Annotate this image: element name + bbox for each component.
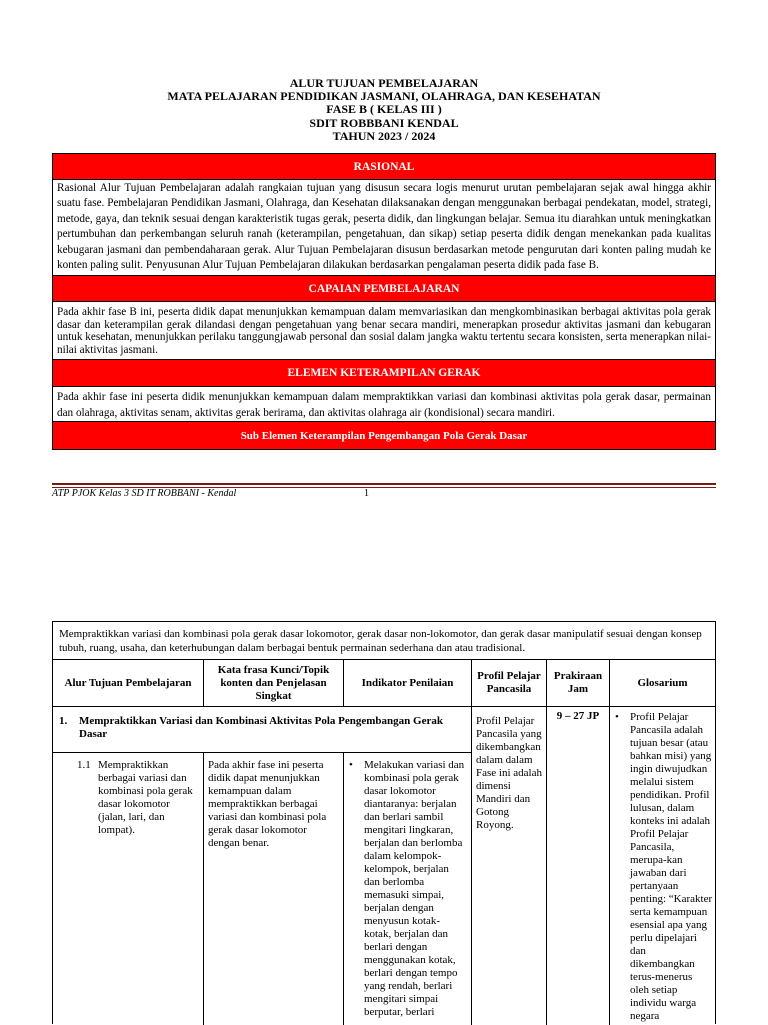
title-line-5: TAHUN 2023 / 2024 bbox=[332, 128, 436, 143]
header-jam: Prakiraan Jam bbox=[553, 670, 603, 695]
header-indikator: Indikator Penilaian bbox=[361, 676, 454, 689]
title-line-2: MATA PELAJARAN PENDIDIKAN JASMANI, OLAHRAGA, DAN KESEHATAN bbox=[167, 89, 601, 104]
sub-elemen-heading: Sub Elemen Keterampilan Pengembangan Pola Gerak Dasar bbox=[53, 422, 715, 449]
bullet-icon: • bbox=[615, 711, 619, 723]
row1-title: Mempraktikkan Variasi dan Kombinasi Aktivitas Pola Pengembangan Gerak Dasar bbox=[79, 715, 443, 740]
header-atp: Alur Tujuan Pembelajaran bbox=[64, 676, 192, 689]
capaian-heading: CAPAIAN PEMBELAJARAN bbox=[53, 276, 715, 302]
row1-glosarium: Profil Pelajar Pancasila adalah tujuan besar (atau bahkan misi) yang ingin diwujudkan melalui sistem pendidikan. Profil lulusan, dalam konteks ini adalah Profil Pelajar Pancasila, merupa-kan jawaban dari pertanyaan penting: “Karakter serta kemampuan esensial apa yang perlu dipelajari dan dikembangkan terus-menerus oleh setiap individu warga negara bbox=[630, 711, 713, 1022]
row11-indikator: Melakukan variasi dan kombinasi pola gerak dasar lokomotor diantaranya: berjalan dan berlari sambil mengitari lingkaran, berjalan dan berlomba dalam kelompok-kelompok, berjalan dan berlomba memasuki simpai, berjalan dengan menyusun kotak-kotak, berjalan dan berlari dengan menggunakan kotak, berlari dengan tempo yang rendah, berlari mengitari simpai berputar, berlari bbox=[364, 759, 465, 1018]
rasional-text: Rasional Alur Tujuan Pembelajaran adalah rangkaian tujuan yang disusun secara logis menurut urutan pembelajaran sejak awal hingga akhir suatu fase. Pembelajaran Pendidikan Jasmani, Olahraga, dan Kesehatan dilaksanakan dengan menggunakan berbagai pendekatan, model, strategi, metode, gaya, dan teknik sesuai dengan karakteristik tugas gerak, peserta didik, dan lingkungan belajar. Semua itu diarahkan untuk meningkatkan pertumbuhan dan perkembangan seluruh ranah (keterampilan, pengetahuan, dan sikap) setiap peserta didik dengan menekankan pada kualitas kebugaran jasmani dan pembendaharaan gerak. Alur Tujuan Pembelajaran disusun berdasarkan metode pengurutan dari konten paling mudah ke konten paling sulit. Penyusunan Alur Tujuan Pembelajaran dilakukan berdasarkan pengalaman peserta didik pada fase B. bbox=[53, 180, 715, 276]
atp-table bbox=[52, 621, 716, 1024]
capaian-text: Pada akhir fase B ini, peserta didik dapat menunjukkan kemampuan dalam memvariasikan dan mengkombinasikan berbagai aktivitas pola gerak dasar dan keterampilan gerak dilandasi dengan pengetahuan yang benar secara mandiri, menerapkan prosedur aktivitas jasmani dan kebugaran untuk kesehatan, menunjukkan perilaku tanggungjawab personal dan sosial dalam jangka waktu tertentu secara konsisten, serta menerapkan nilai-nilai aktivitas jasmani. bbox=[53, 302, 715, 360]
document-title bbox=[0, 77, 768, 143]
title-line-1: ALUR TUJUAN PEMBELAJARAN bbox=[289, 76, 479, 90]
rasional-heading: RASIONAL bbox=[53, 154, 715, 180]
section-table bbox=[52, 153, 716, 450]
title-line-4: SDIT ROBBBANI KENDAL bbox=[309, 115, 459, 130]
page-number: 1 bbox=[364, 488, 369, 499]
footer-rule bbox=[52, 483, 716, 485]
row11-kata: Pada akhir fase ini peserta didik dapat menunjukkan kemampuan dalam mempraktikkan berbagai variasi dan kombinasi pola gerak dasar lokomotor dengan benar. bbox=[208, 759, 327, 849]
footer-text: ATP PJOK Kelas 3 SD IT ROBBANI - Kendal bbox=[52, 488, 237, 499]
elemen-text: Pada akhir fase ini peserta didik menunjukkan kemampuan dalam mempraktikkan variasi dan kombinasi aktivitas pola gerak dasar, permainan dan olahraga, aktivitas senam, aktivitas gerak berirama, dan aktivitas olahraga air (kondisional) secara mandiri. bbox=[53, 387, 715, 422]
bullet-icon: • bbox=[349, 759, 353, 771]
row1-number: 1. bbox=[59, 715, 68, 727]
table-intro: Mempraktikkan variasi dan kombinasi pola gerak dasar lokomotor, gerak dasar non-lokomotor, dan gerak dasar manipulatif sesuai dengan konsep tubuh, ruang, usaha, dan keterhubungan dalam berbagai bentuk permainan sederhana dan atau tradisional. bbox=[53, 622, 715, 660]
elemen-heading: ELEMEN KETERAMPILAN GERAK bbox=[53, 360, 715, 387]
header-kata: Kata frasa Kunci/Topik konten dan Penjelasan Singkat bbox=[217, 663, 330, 702]
row11-number: 1.1 bbox=[77, 759, 91, 771]
row1-profil: Profil Pelajar Pancasila yang dikembangkan dalam dalam Fase ini adalah dimensi Mandiri dan Gotong Royong. bbox=[476, 715, 542, 831]
header-profil: Profil Pelajar Pancasila bbox=[477, 670, 541, 695]
header-glosarium: Glosarium bbox=[637, 676, 688, 689]
row1-jam: 9 – 27 JP bbox=[556, 710, 600, 722]
title-line-3: FASE B ( KELAS III ) bbox=[326, 102, 442, 117]
row11-atp: Mempraktikkan berbagai variasi dan kombinasi pola gerak dasar lokomotor (jalan, lari, dan lompat). bbox=[98, 759, 193, 836]
